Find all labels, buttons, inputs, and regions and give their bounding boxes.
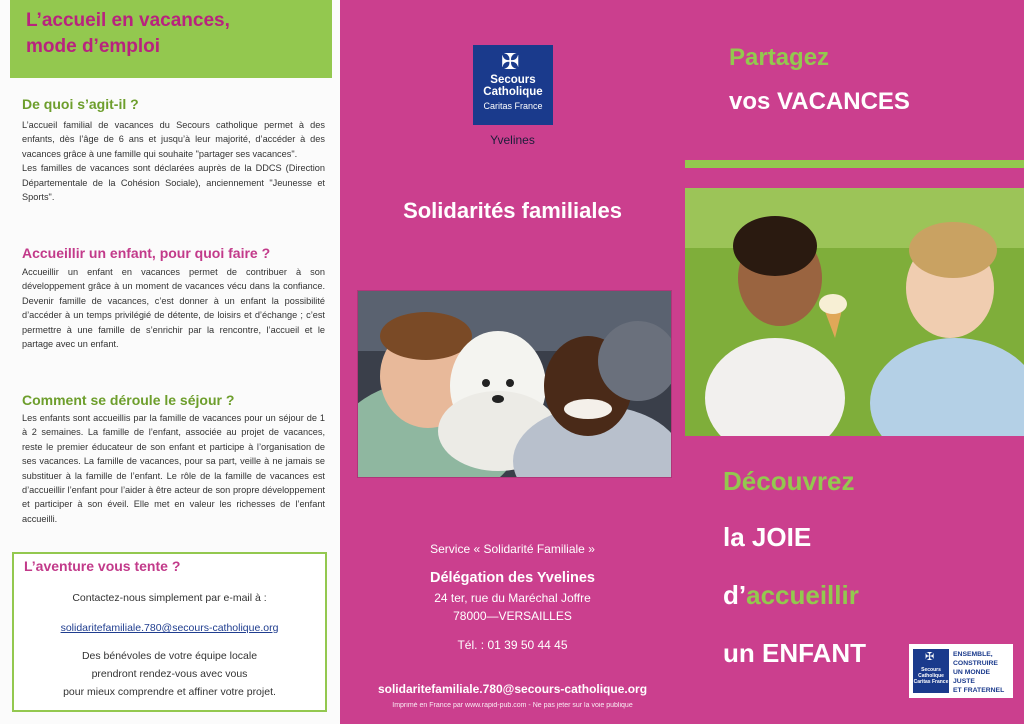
left-header-band — [10, 0, 332, 78]
address-street: 24 ter, rue du Maréchal Joffre — [434, 591, 591, 605]
badge-logo-text: Secours Catholique Caritas France — [913, 667, 949, 685]
slogan-badge — [909, 644, 1013, 698]
cross-icon: ✠ — [501, 49, 520, 74]
headline-accueillir — [723, 580, 859, 611]
headline-vacances: vos VACANCES — [729, 88, 910, 115]
children-ice-cream-photo — [685, 188, 1024, 436]
accueillir-word: accueillir — [746, 580, 859, 610]
children-dog-photo — [357, 290, 672, 478]
left-panel — [0, 0, 340, 724]
accueillir-prefix: d’ — [723, 580, 747, 610]
contact-text-line1: Des bénévoles de votre équipe locale — [81, 650, 258, 662]
right-panel — [685, 0, 1024, 724]
logo-text-caritas: Caritas France — [483, 101, 543, 111]
logo-text-catholique: Catholique — [483, 86, 543, 98]
delegation-name: Délégation des Yvelines — [430, 570, 595, 586]
secours-catholique-logo — [473, 45, 553, 125]
brochure-title: Solidarités familiales — [403, 198, 622, 223]
section-heading-what: De quoi s’agit-il ? — [22, 96, 139, 112]
badge-slogan: ENSEMBLE, CONSTRUIRE UN MONDE JUSTE ET FRATERNEL — [953, 651, 1005, 694]
contact-intro: Contactez-nous simplement par e-mail à : — [72, 592, 267, 604]
contact-box — [12, 552, 327, 712]
badge-logo — [913, 649, 949, 693]
service-label: Service « Solidarité Familiale » — [430, 542, 595, 556]
middle-panel — [340, 0, 685, 724]
section-heading-how: Comment se déroule le séjour ? — [22, 392, 235, 408]
contact-heading: L’aventure vous tente ? — [24, 558, 181, 574]
green-divider — [685, 160, 1024, 168]
headline-enfant: un ENFANT — [723, 638, 866, 668]
section-text-how: Les enfants sont accueillis par la famille de vacances pour un séjour de 1 à 2 semaines. La famille de l’enfant, associée au projet de vacances, reste le premier éducateur de son enfant et participe à l’organisation de ses vacances. La famille de vacances, pour sa part, veille à ne jamais se substituer à la famille de l’enfant. Le rôle de la famille de vacances est d’accueillir l’enfant pour l’aider à être acteur de son propre développement et participer à son éveil. Elle met en valeur les richesses de l’enfant accueilli. — [22, 413, 325, 524]
section-text-what: L’accueil familial de vacances du Secours catholique permet à des enfants, dès l’âge de 6 ans et jusqu’à leur majorité, d’accéder à des vacances grâce à une famille qui souhaite "partager ses vacances". Les familles de vacances sont déclarées auprès de la DDCS (Direction Départementale de la Cohésion Sociale), anciennement "Jeunesse et Sports". — [22, 120, 325, 203]
headline-joie: la JOIE — [723, 522, 812, 552]
section-text-why: Accueillir un enfant en vacances permet de contribuer à son développement grâce à un moment de vacances vécu dans la confiance. Devenir famille de vacances, c’est donner à un enfant la possibilité d’accéder à un temps privilégié de détente, de loisirs et d’échange ; c’est permettre à une famille de s’enrichir par la rencontre, l’accueil et le partage avec un enfant. — [22, 267, 325, 350]
phone-number: Tél. : 01 39 50 44 45 — [457, 638, 568, 652]
contact-text-line2: prendront rendez-vous avec vous — [91, 668, 248, 680]
contact-text-line3: pour mieux comprendre et affiner votre projet. — [63, 686, 276, 698]
section-heading-why: Accueillir un enfant, pour quoi faire ? — [22, 245, 271, 261]
headline-decouvrez: Découvrez — [723, 466, 855, 496]
middle-email[interactable]: solidaritefamiliale.780@secours-catholique.org — [377, 682, 648, 696]
cross-icon: ✠ — [925, 651, 935, 663]
region-label: Yvelines — [490, 133, 535, 147]
logo-text-secours: Secours — [490, 74, 536, 86]
address-city: 78000—VERSAILLES — [453, 609, 572, 623]
printer-notice: Imprimé en France par www.rapid-pub.com - Ne pas jeter sur la voie publique — [392, 702, 633, 709]
contact-email-link[interactable]: solidaritefamiliale.780@secours-catholique.org — [60, 622, 279, 634]
headline-partagez: Partagez — [729, 44, 830, 71]
left-header-title: L’accueil en vacances, mode d’emploi — [26, 10, 230, 57]
